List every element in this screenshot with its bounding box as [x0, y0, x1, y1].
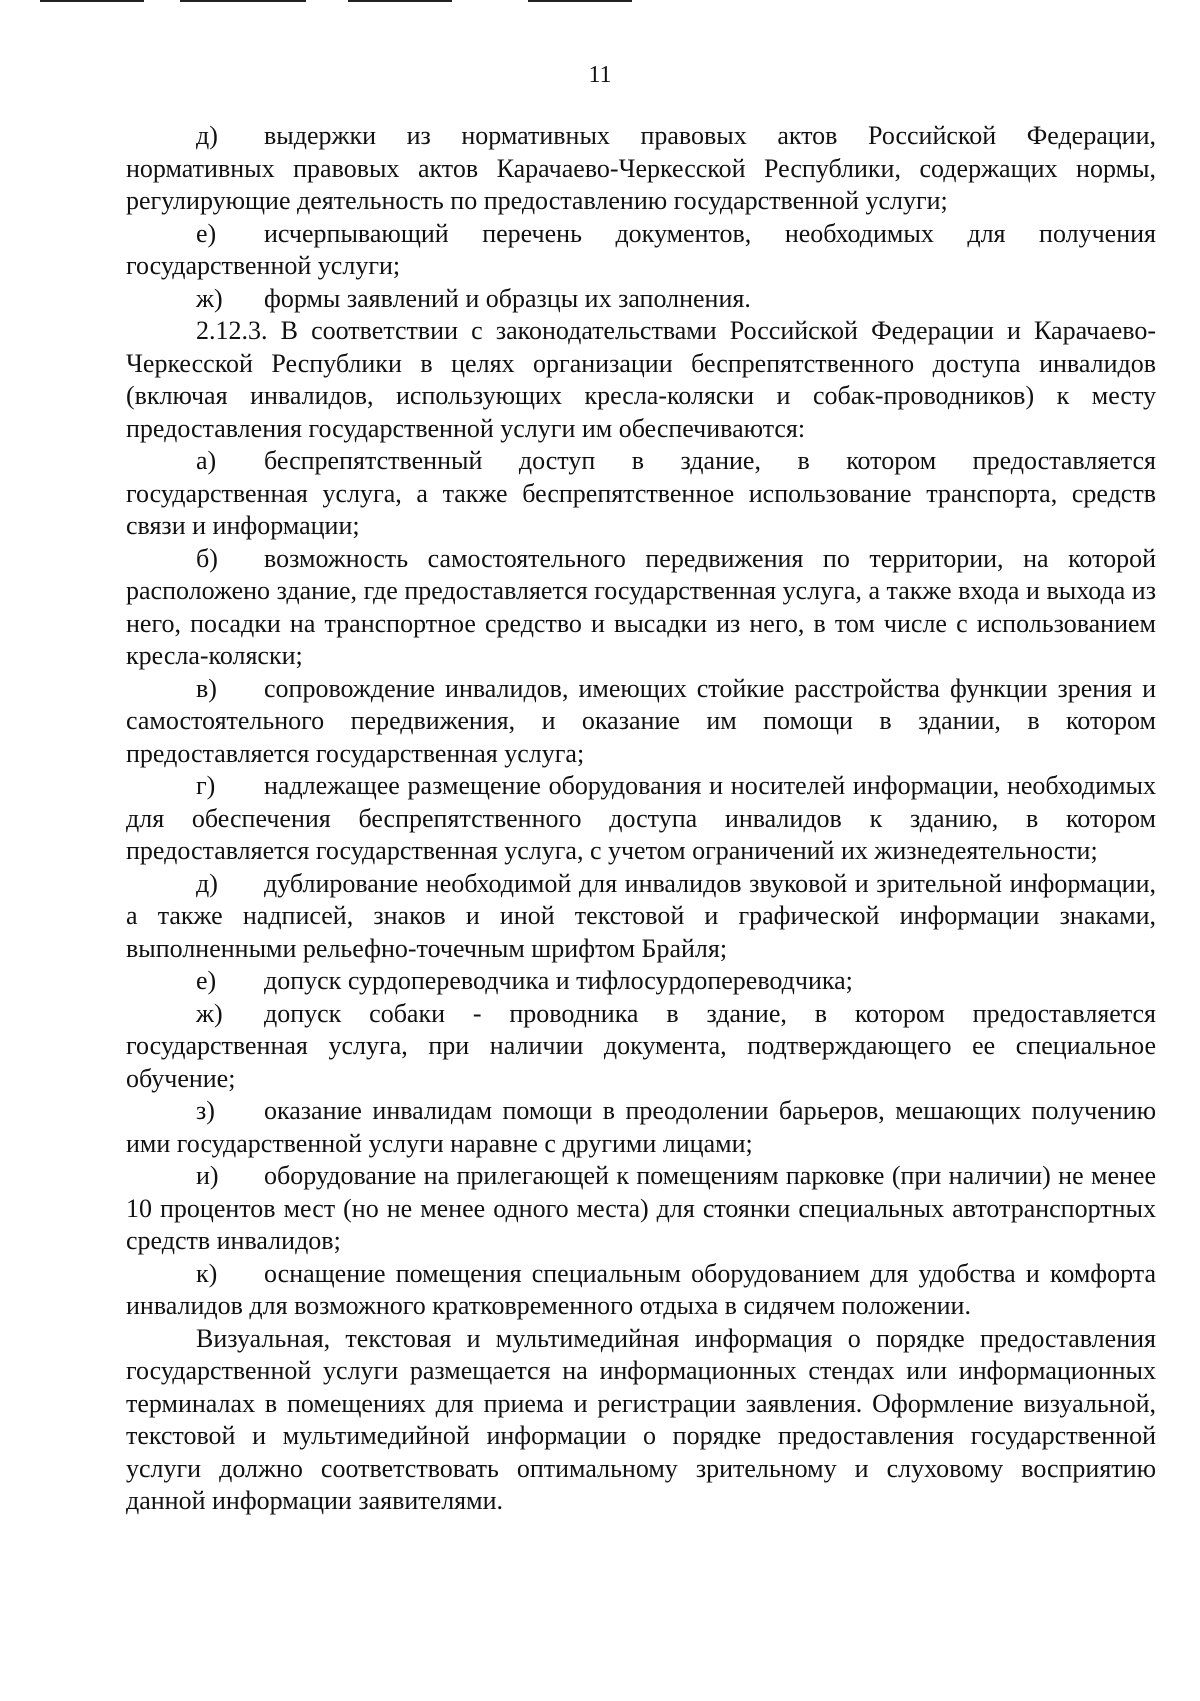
page-number: 11 — [588, 62, 612, 88]
paragraph-text: исчерпывающий перечень документов, необходимых для получения государственной услуги; — [126, 218, 1156, 280]
list-marker: а) — [196, 446, 217, 475]
paragraph-text: оснащение помещения специальным оборудованием для удобства и комфорта инвалидов для возможного кратковременного отдыха в сидячем положении. — [126, 1258, 1156, 1320]
document-body — [126, 120, 1156, 1518]
paragraph-i — [126, 1160, 1156, 1258]
paragraph-d — [126, 120, 1156, 218]
list-marker: б) — [196, 543, 218, 573]
list-marker: д) — [196, 868, 218, 898]
list-marker: е) — [196, 218, 217, 248]
list-marker: д) — [196, 121, 218, 150]
paragraph-a — [126, 445, 1156, 543]
paragraph-k — [126, 1258, 1156, 1323]
paragraph-text: формы заявлений и образцы их заполнения. — [264, 283, 751, 313]
list-marker: ж) — [196, 998, 223, 1028]
paragraph-z — [126, 1095, 1156, 1160]
paragraph-text: допуск собаки - проводника в здание, в котором предоставляется государственная услуга, при наличии документа, подтверждающего ее специальное обучение; — [126, 998, 1156, 1093]
list-marker: к) — [196, 1258, 218, 1288]
paragraph-text: 2.12.3. В соответствии с законодательствами Российской Федерации и Карачаево-Черкесской Республики в целях организации беспрепятственного доступа инвалидов (включая инвалидов, использующих кресла-коляски и собак-проводников) к месту предоставления государственной услуги им обеспечиваются: — [126, 316, 1156, 443]
scan-top-marks — [0, 0, 1200, 6]
paragraph-e — [126, 218, 1156, 283]
list-marker: в) — [196, 673, 217, 703]
list-marker: ж) — [196, 283, 223, 313]
list-marker: г) — [196, 771, 216, 800]
paragraph-text: сопровождение инвалидов, имеющих стойкие расстройства функции зрения и самостоятельного передвижения, и оказание им помощи в здании, в котором предоставляется государственная услуга; — [126, 673, 1156, 768]
paragraph-text: выдержки из нормативных правовых актов Российской Федерации, нормативных правовых актов Карачаево-Черкесской Республики, содержащих нормы, регулирующие деятельность по предоставлению государственной услуги; — [126, 121, 1156, 215]
paragraph-final — [126, 1323, 1156, 1518]
paragraph-text: оборудование на прилегающей к помещениям парковке (при наличии) не менее 10 процентов мест (но не менее одного места) для стоянки специальных автотранспортных средств инвалидов; — [126, 1161, 1156, 1255]
paragraph-text: беспрепятственный доступ в здание, в котором предоставляется государственная услуга, а также беспрепятственное использование транспорта, средств связи и информации; — [126, 446, 1156, 540]
list-marker: и) — [196, 1161, 219, 1190]
paragraph-b — [126, 543, 1156, 673]
paragraph-e2 — [126, 965, 1156, 998]
paragraph-v — [126, 673, 1156, 771]
paragraph-g — [126, 770, 1156, 868]
paragraph-text: дублирование необходимой для инвалидов звуковой и зрительной информации, а также надписей, знаков и иной текстовой и графической информации знаками, выполненными рельефно-точечным шрифтом Брайля; — [126, 868, 1156, 963]
paragraph-text: допуск сурдопереводчика и тифлосурдопереводчика; — [264, 966, 853, 995]
paragraph-zh — [126, 283, 1156, 316]
list-marker: з) — [196, 1096, 215, 1125]
paragraph-text: Визуальная, текстовая и мультимедийная информация о порядке предоставления государственной услуги размещается на информационных стендах или информационных терминалах в помещениях для приема и регистрации заявления. Оформление визуальной, текстовой и мультимедийной информации о порядке предоставления государственной услуги должно соответствовать оптимальному зрительному и слуховому восприятию данной информации заявителями. — [126, 1323, 1156, 1515]
paragraph-2-12-3 — [126, 315, 1156, 445]
paragraph-d2 — [126, 868, 1156, 966]
paragraph-text: надлежащее размещение оборудования и носителей информации, необходимых для обеспечения беспрепятственного доступа инвалидов к зданию, в котором предоставляется государственная услуга, с учетом ограничений их жизнедеятельности; — [126, 771, 1156, 865]
paragraph-text: возможность самостоятельного передвижения по территории, на которой расположено здание, где предоставляется государственная услуга, а также входа и выхода из него, посадки на транспортное средство и высадки из него, в том числе с использованием кресла-коляски; — [126, 543, 1156, 670]
paragraph-zh2 — [126, 998, 1156, 1096]
list-marker: е) — [196, 966, 217, 995]
paragraph-text: оказание инвалидам помощи в преодолении барьеров, мешающих получению ими государственной услуги наравне с другими лицами; — [126, 1096, 1156, 1158]
